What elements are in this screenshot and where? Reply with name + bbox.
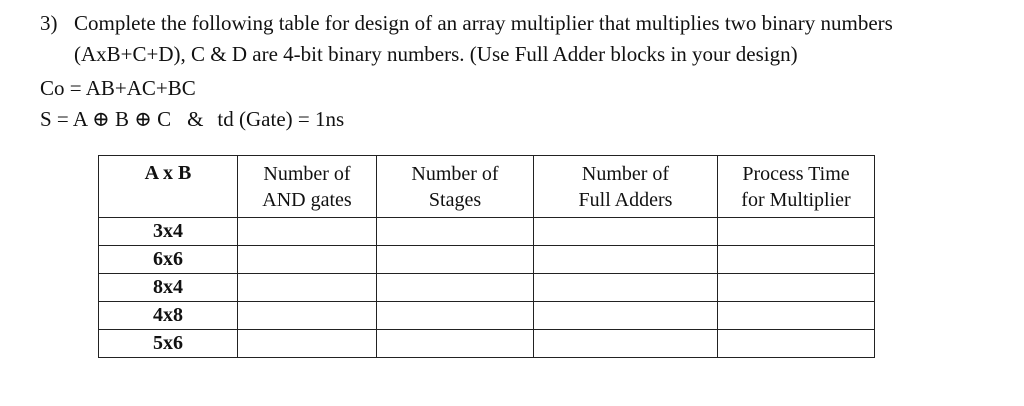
sum-equation: S = A ⊕ B ⊕ C <box>40 107 172 131</box>
row-size-cell: 5x6 <box>99 330 238 358</box>
row-size-cell: 4x8 <box>99 302 238 330</box>
stages-cell[interactable] <box>377 302 534 330</box>
question-line-1 <box>40 10 893 36</box>
and-gates-cell[interactable] <box>238 246 377 274</box>
gate-delay: td (Gate) = 1ns <box>217 107 345 131</box>
header-axb: A x B <box>99 156 238 218</box>
question-text-line-2: (AxB+C+D), C & D are 4-bit binary numbers. (Use Full Adder blocks in your design) <box>74 42 798 66</box>
full-adders-cell[interactable] <box>534 246 718 274</box>
process-time-cell[interactable] <box>718 274 875 302</box>
stages-cell[interactable] <box>377 246 534 274</box>
full-adders-cell[interactable] <box>534 302 718 330</box>
and-gates-cell[interactable] <box>238 330 377 358</box>
table-row <box>99 246 875 274</box>
row-size-cell: 8x4 <box>99 274 238 302</box>
header-process-time: Process Time for Multiplier <box>718 156 875 218</box>
header-full-adders: Number of Full Adders <box>534 156 718 218</box>
full-adders-cell[interactable] <box>534 274 718 302</box>
carry-equation: Co = AB+AC+BC <box>40 76 196 100</box>
process-time-cell[interactable] <box>718 330 875 358</box>
question-text-line-1: Complete the following table for design of an array multiplier that multiplies two binary numbers <box>74 11 893 35</box>
and-gates-cell[interactable] <box>238 274 377 302</box>
process-time-cell[interactable] <box>718 218 875 246</box>
table-row <box>99 218 875 246</box>
process-time-cell[interactable] <box>718 302 875 330</box>
process-time-cell[interactable] <box>718 246 875 274</box>
header-and-gates: Number of AND gates <box>238 156 377 218</box>
table-header-row <box>99 156 875 218</box>
row-size-cell: 3x4 <box>99 218 238 246</box>
full-adders-cell[interactable] <box>534 330 718 358</box>
table-row <box>99 274 875 302</box>
row-size-cell: 6x6 <box>99 246 238 274</box>
ampersand: & <box>187 107 204 131</box>
stages-cell[interactable] <box>377 274 534 302</box>
and-gates-cell[interactable] <box>238 218 377 246</box>
table-row <box>99 330 875 358</box>
stages-cell[interactable] <box>377 330 534 358</box>
full-adders-cell[interactable] <box>534 218 718 246</box>
header-stages: Number of Stages <box>377 156 534 218</box>
table-row <box>99 302 875 330</box>
multiplier-table <box>98 155 875 358</box>
stages-cell[interactable] <box>377 218 534 246</box>
sum-equation-line <box>40 106 344 132</box>
question-number: 3) <box>40 11 58 35</box>
and-gates-cell[interactable] <box>238 302 377 330</box>
